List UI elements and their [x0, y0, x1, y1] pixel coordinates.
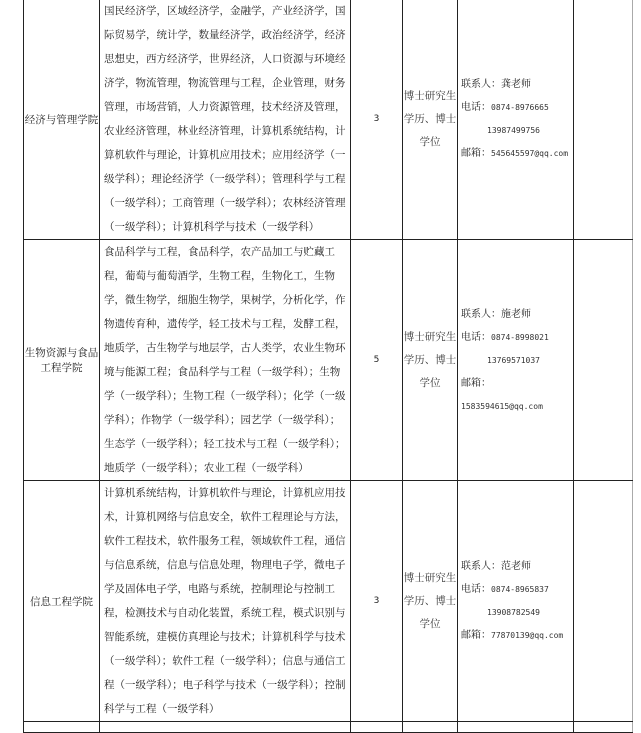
count-cell: 3	[351, 481, 403, 722]
count-cell: 5	[351, 240, 403, 481]
contact-cell	[458, 481, 574, 722]
count-cell	[351, 722, 403, 733]
empty-cell	[574, 722, 633, 733]
contact-cell	[458, 240, 574, 481]
table-row	[24, 0, 633, 240]
contact-phone	[461, 96, 573, 119]
degree-cell: 博士研究生学历、博士学位	[403, 0, 458, 240]
majors-cell: 国民经济学，区域经济学，金融学，产业经济学，国际贸易学，统计学，数量经济学，政治经济学，经济思想史，西方经济学，世界经济，人口资源与环境经济学，物流管理，物流管理与工程，企业管理，财务管理，市场营销，人力资源管理，技术经济及管理，农业经济管理，林业经济管理，计算机系统结构，计算机软件与理论，计算机应用技术；应用经济学（一级学科）；理论经济学（一级学科）；管理科学与工程（一级学科）；工商管理（一级学科）；农林经济管理（一级学科）；计算机科学与技术（一级学科）	[100, 0, 351, 240]
majors-cell: 食品科学与工程，食品科学，农产品加工与贮藏工程，葡萄与葡萄酒学，生物工程，生物化工，生物学，微生物学，细胞生物学，果树学，分析化学，作物遗传育种，遗传学，轻工技术与工程，发酵工程，地质学，古生物学与地层学，古人类学，农业生物环境与能源工程；食品科学与工程（一级学科）；生物学（一级学科）；生物工程（一级学科）；化学（一级学科）；作物学（一级学科）；园艺学（一级学科）；生态学（一级学科）；轻工技术与工程（一级学科）；地质学（一级学科）；农业工程（一级学科）	[100, 240, 351, 481]
college-cell	[24, 722, 100, 733]
empty-cell	[574, 240, 633, 481]
contact-email	[461, 372, 573, 395]
email-label: 邮箱：	[461, 630, 491, 641]
contact-cell	[458, 0, 574, 240]
phone-mobile: 13769571037	[487, 355, 540, 365]
contact-person-label: 联系人：	[461, 308, 501, 320]
contact-email	[461, 142, 573, 165]
email-address[interactable]: 77870139@qq.com	[491, 631, 564, 640]
email-address[interactable]: 1583594615@qq.com	[461, 401, 543, 411]
degree-cell: 博士研究生学历、博士学位	[403, 240, 458, 481]
empty-cell	[574, 0, 633, 240]
phone-landline: 0874-8998021	[491, 332, 549, 342]
contact-person-name: 施老师	[501, 308, 531, 320]
email-label: 邮箱：	[461, 377, 491, 389]
contact-person-label: 联系人：	[461, 561, 501, 572]
contact-email	[461, 624, 573, 647]
email-address[interactable]: 545645597@qq.com	[491, 149, 569, 158]
table-row	[24, 240, 633, 481]
recruitment-table	[23, 0, 633, 733]
contact-person	[461, 73, 573, 96]
majors-cell	[100, 722, 351, 733]
table-row	[24, 481, 633, 722]
phone-label: 电话：	[461, 584, 491, 595]
majors-cell: 计算机系统结构，计算机软件与理论，计算机应用技术，计算机网络与信息安全，软件工程理论与方法，软件工程技术，软件服务工程，领域软件工程，通信与信息系统，信息与信息处理，物理电子学，微电子学及固体电子学，电路与系统，控制理论与控制工程，检测技术与自动化装置，系统工程，模式识别与智能系统，建模仿真理论与技术；计算机科学与技术（一级学科）；软件工程（一级学科）；信息与通信工程（一级学科）；电子科学与技术（一级学科）；控制科学与工程（一级学科）	[100, 481, 351, 722]
contact-cell	[458, 722, 574, 733]
contact-mobile	[461, 349, 573, 372]
contact-person-label: 联系人：	[461, 79, 501, 90]
phone-label: 电话：	[461, 102, 491, 113]
contact-mobile	[461, 119, 573, 142]
college-cell: 生物资源与食品工程学院	[24, 240, 100, 481]
phone-mobile: 13987499756	[487, 126, 540, 135]
table-row-partial	[24, 722, 633, 733]
degree-cell	[403, 722, 458, 733]
contact-person	[461, 555, 573, 578]
contact-phone	[461, 326, 573, 349]
phone-landline: 0874-8965837	[491, 585, 549, 594]
degree-cell: 博士研究生学历、博士学位	[403, 481, 458, 722]
contact-person-name: 龚老师	[501, 79, 531, 90]
contact-person	[461, 303, 573, 326]
empty-cell	[574, 481, 633, 722]
contact-person-name: 范老师	[501, 561, 531, 572]
phone-mobile: 13908782549	[487, 608, 540, 617]
college-cell: 经济与管理学院	[24, 0, 100, 240]
contact-mobile	[461, 601, 573, 624]
contact-email-value	[461, 395, 573, 418]
contact-phone	[461, 578, 573, 601]
college-cell: 信息工程学院	[24, 481, 100, 722]
email-label: 邮箱：	[461, 148, 491, 159]
count-cell: 3	[351, 0, 403, 240]
phone-label: 电话：	[461, 331, 491, 343]
phone-landline: 0874-8976665	[491, 103, 549, 112]
